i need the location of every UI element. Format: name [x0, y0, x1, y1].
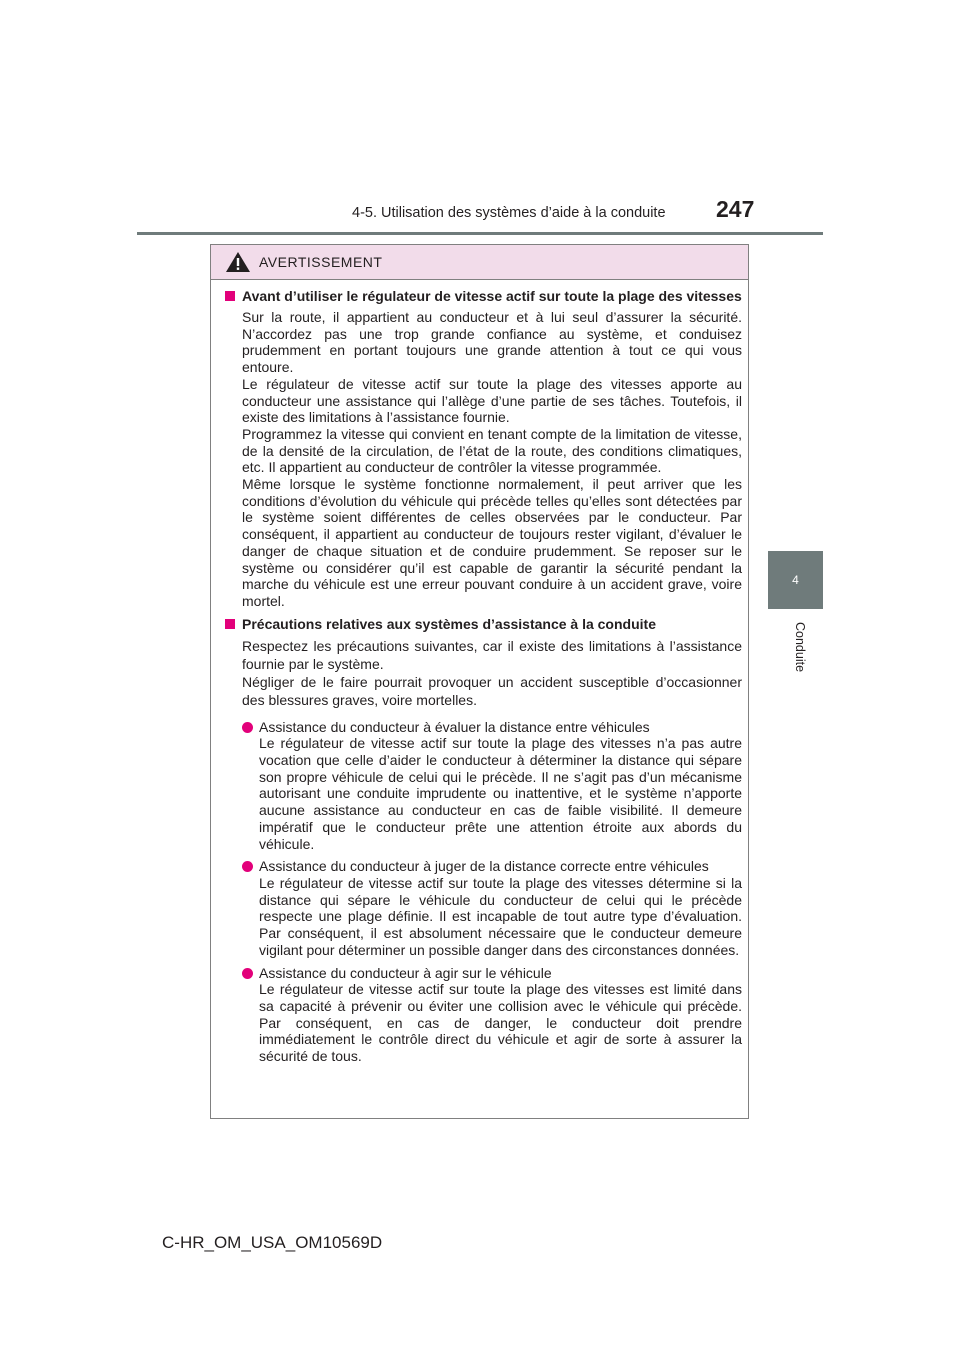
paragraph: Respectez les précautions suivantes, car il existe des limitations à l’assistance fournie par le système.: [242, 637, 742, 672]
section-title-2: [225, 616, 742, 633]
list-item-text: Le régulateur de vitesse actif sur toute la plage des vitesses n’a pas autre vocation que celle d’aider le conducteur à déterminer la distance qui sépare son propre véhicule de celui qui le précède. Il ne s’agit pas d’un mécanisme autorisant une conduite imprudente ou inattentive, et le système n’apporte aucune assistance au conducteur en cas de faible visibilité. Il demeure impératif que le conducteur prête une attention étroite aux abords du véhicule.: [259, 735, 742, 852]
warning-box: [210, 244, 749, 1119]
paragraph: Même lorsque le système fonctionne normalement, il peut arriver que les conditions d’évolution du véhicule qui précède telles qu’elles sont détectées par le système soient différentes de celles observées par le conducteur. Par conséquent, il appartient au conducteur de toujours rester vigilant, d’évaluer le danger de chaque situation et de conduire prudemment. Se reposer sur le système ou considérer qu’il est capable de garantir la sécurité pendant la marche du véhicule est une erreur pouvant conduire à un accident grave, voire mortel.: [242, 476, 742, 609]
paragraph: Sur la route, il appartient au conducteur et à lui seul d’assurer la sécurité. N’accordez pas une trop grande confiance au système, et conduisez prudemment en portant toujours une grande attention à tout ce qui vous entoure.: [242, 309, 742, 376]
warning-triangle-icon: [225, 251, 251, 273]
list-item-text: Le régulateur de vitesse actif sur toute la plage des vitesses est limité dans sa capacité à prévenir ou éviter une collision avec le véhicule qui précède. Par conséquent, en cas de danger, le conducteur doit prendre immédiatement le contrôle direct du véhicule et agir de sorte à assurer la sécurité de tous.: [259, 981, 742, 1065]
paragraph: Programmez la vitesse qui convient en tenant compte de la limitation de vitesse, de la densité de la circulation, de l’état de la route, des conditions climatiques, etc. Il appartient au conducteur de contrôler la vitesse programmée.: [242, 425, 742, 476]
chapter-number: 4: [792, 573, 799, 587]
list-item: [242, 965, 742, 1065]
header-rule: [137, 232, 823, 235]
list-item: [242, 858, 742, 958]
chapter-label: Conduite: [793, 622, 807, 673]
circle-bullet-icon: [242, 968, 253, 979]
chapter-tab: [768, 551, 823, 609]
paragraph: Négliger de le faire pourrait provoquer un accident susceptible d’occasionner des blessures graves, voire mortelles.: [242, 673, 742, 708]
list-item-text: Le régulateur de vitesse actif sur toute la plage des vitesses détermine si la distance qui sépare le véhicule du conducteur de celui qui le précède respecte une plage définie. Il est incapable de tout autre type d’évaluation. Par conséquent, il est absolument nécessaire que le conducteur demeure vigilant pour déterminer un possible danger dans des circonstances données.: [259, 874, 742, 958]
page-number: 247: [716, 196, 755, 222]
list-item: [242, 719, 742, 853]
section-title-1: [225, 288, 742, 305]
list-item-head: Assistance du conducteur à juger de la distance correcte entre véhicules: [259, 858, 709, 875]
paragraph: Le régulateur de vitesse actif sur toute la plage des vitesses apporte au conducteur une assistance qui l’allège d’une partie de ses tâches. Toutefois, il existe des limitations à l’assistance fournie.: [242, 375, 742, 426]
warning-body: [211, 280, 748, 1065]
square-bullet-icon: [225, 291, 235, 301]
document-code: C-HR_OM_USA_OM10569D: [162, 1233, 383, 1252]
circle-bullet-icon: [242, 722, 253, 733]
list-item-head: Assistance du conducteur à évaluer la distance entre véhicules: [259, 718, 650, 735]
section-title-text: Avant d’utiliser le régulateur de vitesse actif sur toute la plage des vitesses: [242, 288, 742, 304]
warning-title: AVERTISSEMENT: [259, 254, 383, 270]
warning-header: [211, 245, 748, 280]
circle-bullet-icon: [242, 861, 253, 872]
square-bullet-icon: [225, 619, 235, 629]
section-header: 4-5. Utilisation des systèmes d’aide à la conduite: [352, 205, 666, 221]
list-item-head: Assistance du conducteur à agir sur le véhicule: [259, 964, 552, 981]
section-title-text: Précautions relatives aux systèmes d’assistance à la conduite: [242, 615, 656, 632]
